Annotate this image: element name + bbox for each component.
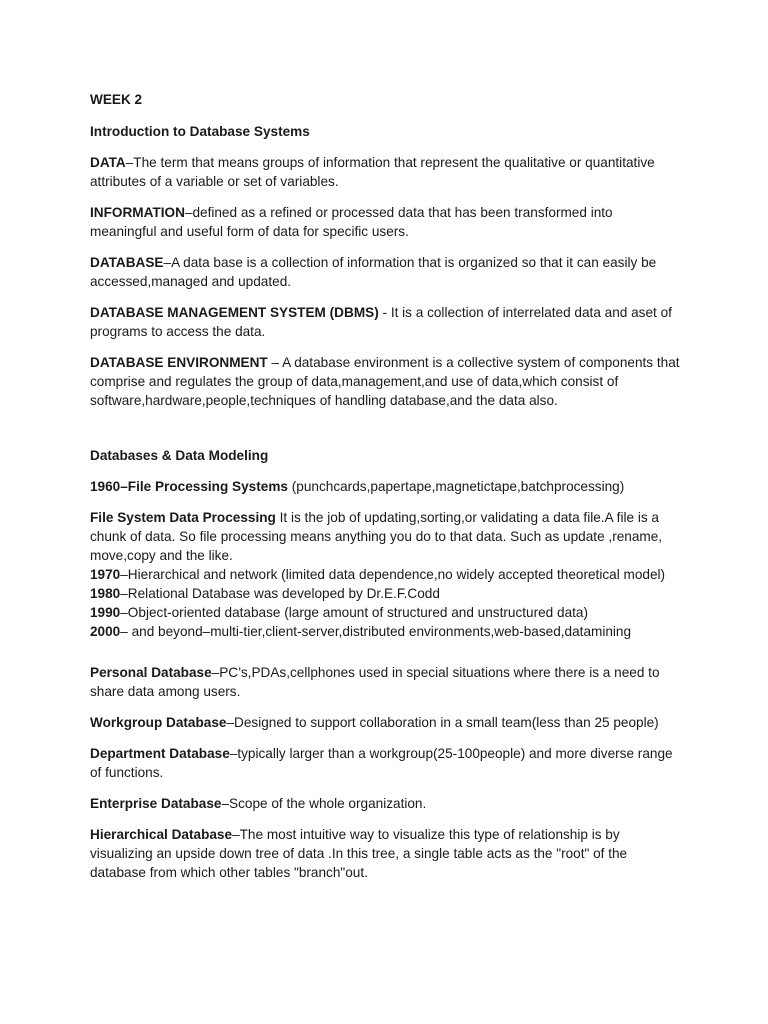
definition-text: - It is a collection of interrelated data and aset of programs to access the data.	[90, 305, 672, 339]
db-type-workgroup	[90, 713, 680, 732]
timeline-item	[90, 622, 680, 641]
file-system-data-processing	[90, 508, 680, 565]
timeline-item	[90, 565, 680, 584]
term: Workgroup Database	[90, 715, 227, 730]
timeline-year: 1970	[90, 567, 121, 582]
definition-text: –PC’s,PDAs,cellphones used in special situations where there is a need to share data among users.	[90, 665, 660, 699]
term: Hierarchical Database	[90, 827, 233, 842]
timeline-year: 1980	[90, 586, 121, 601]
term: 1960–File Processing Systems	[90, 479, 288, 494]
timeline-year: 1990	[90, 605, 121, 620]
db-type-hierarchical	[90, 825, 680, 882]
term: DATA	[90, 155, 126, 170]
term: DATABASE	[90, 255, 164, 270]
term: Enterprise Database	[90, 796, 222, 811]
db-type-personal	[90, 663, 680, 701]
spacer	[90, 422, 680, 446]
definition-text: –defined as a refined or processed data that has been transformed into meaningful and useful form of data for specific users.	[90, 205, 613, 239]
timeline-text: –Relational Database was developed by Dr.E.F.Codd	[120, 586, 440, 601]
definition-text: –Designed to support collaboration in a small team(less than 25 people)	[226, 715, 659, 730]
definition-text: –Scope of the whole organization.	[221, 796, 427, 811]
definition-information	[90, 203, 680, 241]
timeline-text: –Hierarchical and network (limited data dependence,no widely accepted theoretical model)	[120, 567, 666, 582]
definition-data	[90, 153, 680, 191]
db-type-department	[90, 744, 680, 782]
term: DATABASE MANAGEMENT SYSTEM (DBMS)	[90, 305, 379, 320]
term: Department Database	[90, 746, 230, 761]
definition-database-environment	[90, 353, 680, 410]
timeline-text: – and beyond–multi-tier,client-server,distributed environments,web-based,datamining	[120, 624, 632, 639]
document-content	[90, 90, 680, 894]
definition-database	[90, 253, 680, 291]
definition-text: It is the job of updating,sorting,or validating a data file.A file is a chunk of data. So file processing means anything you do to that data. Such as update ,rename, move,copy and the like.	[90, 510, 663, 563]
timeline-block	[90, 508, 680, 641]
file-processing-systems	[90, 477, 680, 496]
definition-text: –The term that means groups of information that represent the qualitative or quantitative attributes of a variable or set of variables.	[90, 155, 655, 189]
timeline-item	[90, 603, 680, 622]
term: INFORMATION	[90, 205, 185, 220]
term: File System Data Processing	[90, 510, 276, 525]
term: DATABASE ENVIRONMENT	[90, 355, 268, 370]
week-heading: WEEK 2	[90, 92, 143, 107]
definition-text: –A data base is a collection of information that is organized so that it can easily be accessed,managed and updated.	[90, 255, 657, 289]
intro-title: Introduction to Database Systems	[90, 124, 310, 139]
db-type-enterprise	[90, 794, 680, 813]
spacer	[90, 641, 680, 663]
modeling-title: Databases & Data Modeling	[90, 448, 269, 463]
definition-dbms	[90, 303, 680, 341]
definition-text: – A database environment is a collective system of components that comprise and regulates the group of data,management,and use of data,which consist of software,hardware,people,techniques of handling database,and the data also.	[90, 355, 680, 408]
timeline-item	[90, 584, 680, 603]
definition-text: (punchcards,papertape,magnetictape,batchprocessing)	[287, 479, 625, 494]
timeline-text: –Object-oriented database (large amount of structured and unstructured data)	[120, 605, 588, 620]
definition-text: –typically larger than a workgroup(25-100people) and more diverse range of functions.	[90, 746, 673, 780]
timeline-year: 2000	[90, 624, 121, 639]
definition-text: –The most intuitive way to visualize this type of relationship is by visualizing an upside down tree of data .In this tree, a single table acts as the "root" of the database from which other tables "branch"out.	[90, 827, 628, 880]
term: Personal Database	[90, 665, 212, 680]
